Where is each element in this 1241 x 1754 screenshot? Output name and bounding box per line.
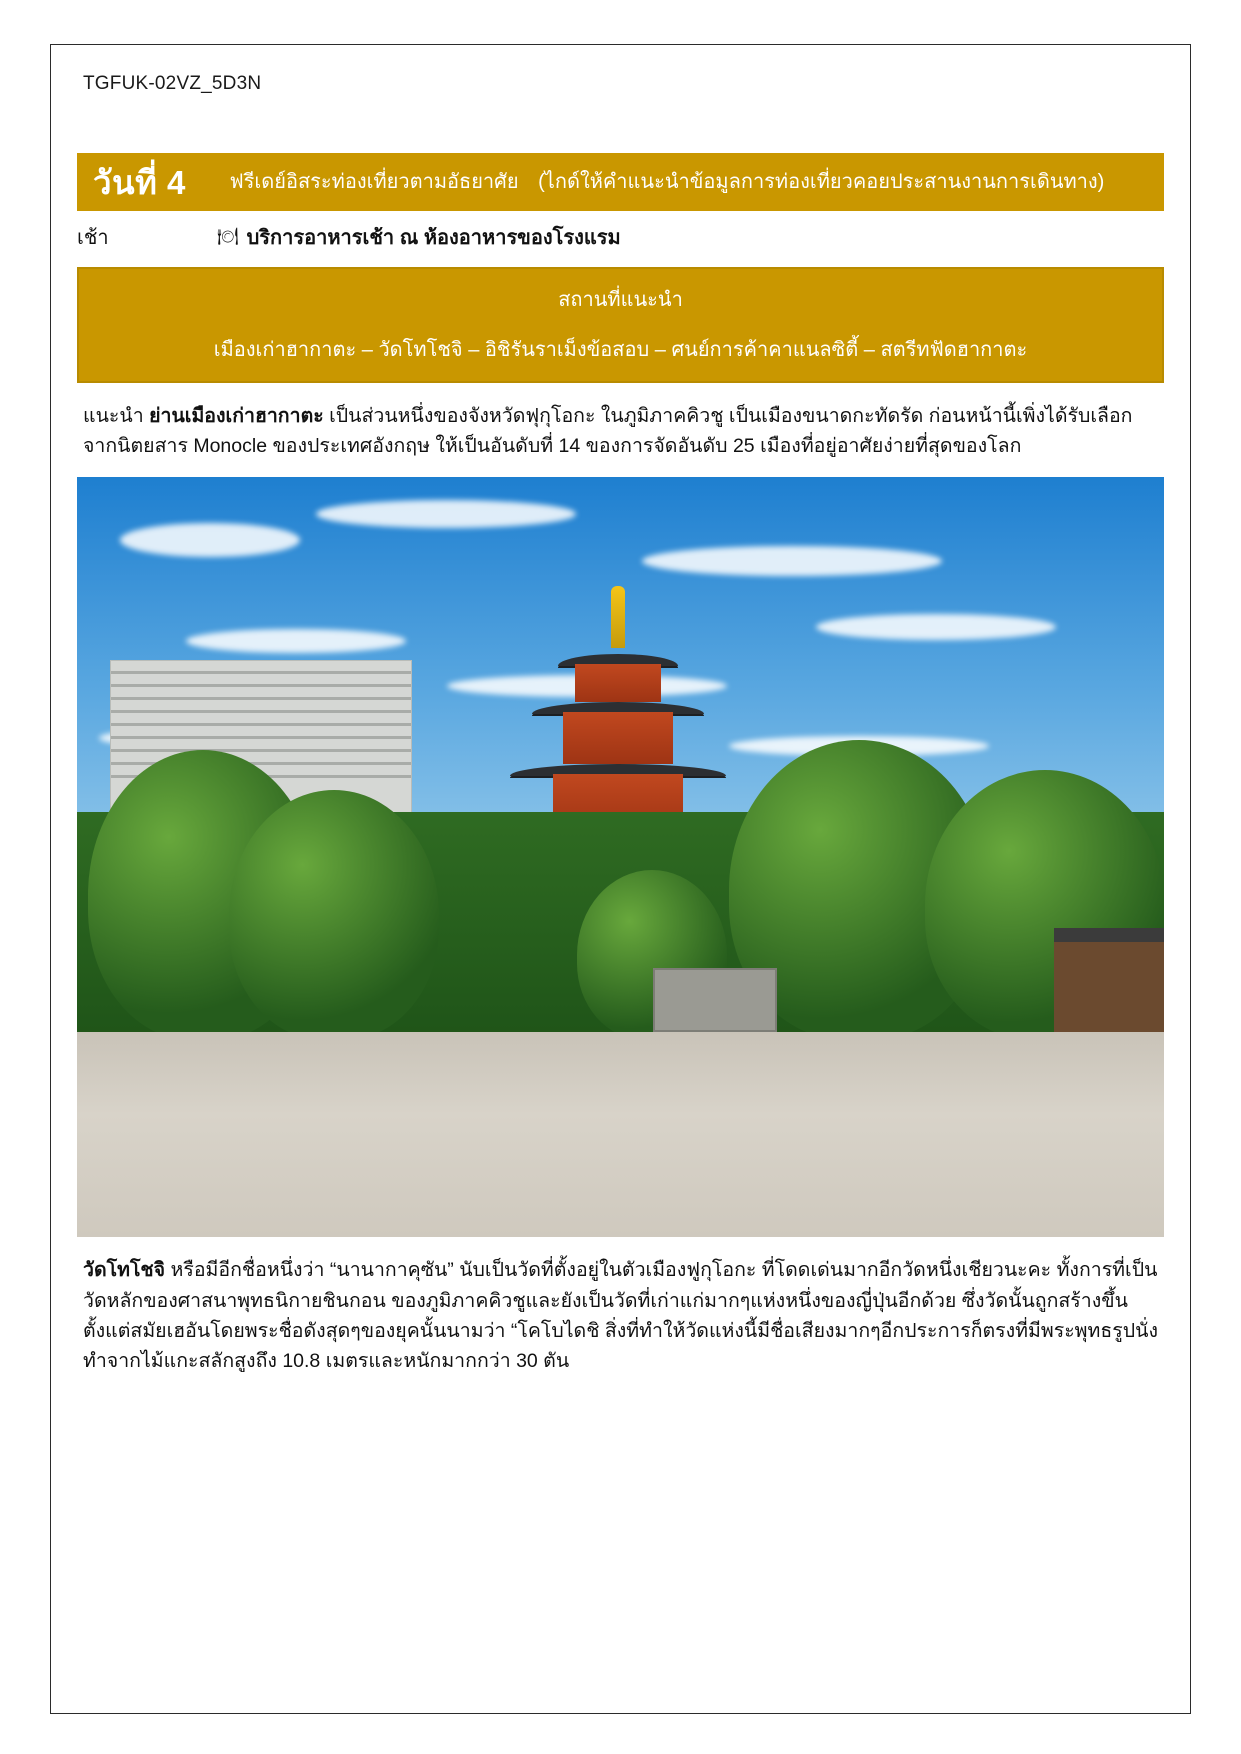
pagoda-photo	[77, 477, 1164, 1237]
day-title-note: (ไกด์ให้คำแนะนำข้อมูลการท่องเที่ยวคอยประสานงานการเดินทาง)	[538, 171, 1105, 193]
pagoda-spire	[611, 586, 625, 648]
meal-time-label: เช้า	[77, 227, 109, 249]
intro-lead: แนะนำ	[83, 405, 150, 427]
pagoda-tier	[563, 712, 673, 764]
gravel-ground	[77, 1032, 1164, 1237]
page-border-frame	[50, 44, 1191, 1714]
recommended-places-list: เมืองเก่าฮากาตะ – วัดโทโชจิ – อิชิรันราเม็งข้อสอบ – ศนย์การค้าคาแนลซิตี้ – สตรีทฟัดฮากาตะ	[213, 339, 1028, 361]
recommended-title: สถานที่แนะนำ	[558, 289, 683, 311]
day-title	[186, 170, 1154, 194]
recommended-places-box	[77, 267, 1164, 383]
day-title-text: ฟรีเดย์อิสระท่องเที่ยวตามอัธยาศัย	[229, 171, 519, 193]
side-shrine-building	[1054, 928, 1164, 1032]
document-code: TGFUK-02VZ_5D3N	[83, 73, 262, 94]
day-header-band	[77, 153, 1164, 211]
intro-rest: เป็นส่วนหนึ่งของจังหวัดฟุกุโอกะ ในภูมิภาคคิวชู เป็นเมืองขนาดกะทัดรัด ก่อนหน้านี้เพิ่งได้รับเลือกจากนิตยสาร Monocle ของประเทศอังกฤษ ให้เป็นอันดับที่ 14 ของการจัดอันดับ 25 เมืองที่อยู่อาศัยง่ายที่สุดของโลก	[83, 405, 1133, 458]
intro-bold: ย่านเมืองเก่าฮากาตะ	[149, 405, 324, 427]
meal-text: บริการอาหารเช้า ณ ห้องอาหารของโรงแรม	[246, 227, 621, 249]
temple-paragraph	[77, 1255, 1164, 1376]
day-label: วันที่ 4	[93, 163, 186, 201]
meal-row	[77, 221, 1164, 253]
meal-icon: 🍽	[217, 227, 239, 246]
cloud-shape	[120, 523, 300, 557]
temple-bold: วัดโทโชจิ	[83, 1259, 166, 1282]
pagoda-tier	[575, 664, 661, 702]
temple-rest: หรือมีอีกชื่อหนึ่งว่า “นานากาคุซัน” นับเป็นวัดที่ตั้งอยู่ในตัวเมืองฟูกุโอกะ ที่โดดเด่นมากอีกวัดหนึ่งเชียวนะคะ ทั้งการที่เป็นวัดหลักของศาสนาพุทธนิกายชินกอน ของภูมิภาคคิวชูและยังเป็นวัดที่เก่าแก่มากๆแห่งหนึ่งของญี่ปุ่นอีกด้วย ซึ่งวัดนั้นถูกสร้างขึ้นตั้งแต่สมัยเฮอันโดยพระชื่อดังสุดๆของยุคนั้นนามว่า “โคโบไดชิ สิ่งที่ทำให้วัดแห่งนี้มีชื่อเสียงมากๆอีกประการก็ตรงที่มีพระพุทธรูปนั่งทำจากไม้แกะสลักสูงถึง 10.8 เมตรและหนักมากกว่า 30 ตัน	[83, 1259, 1158, 1373]
intro-paragraph	[77, 401, 1164, 461]
cloud-shape	[642, 546, 942, 576]
temple-gate	[653, 968, 777, 1032]
tree-shape	[229, 790, 439, 1040]
